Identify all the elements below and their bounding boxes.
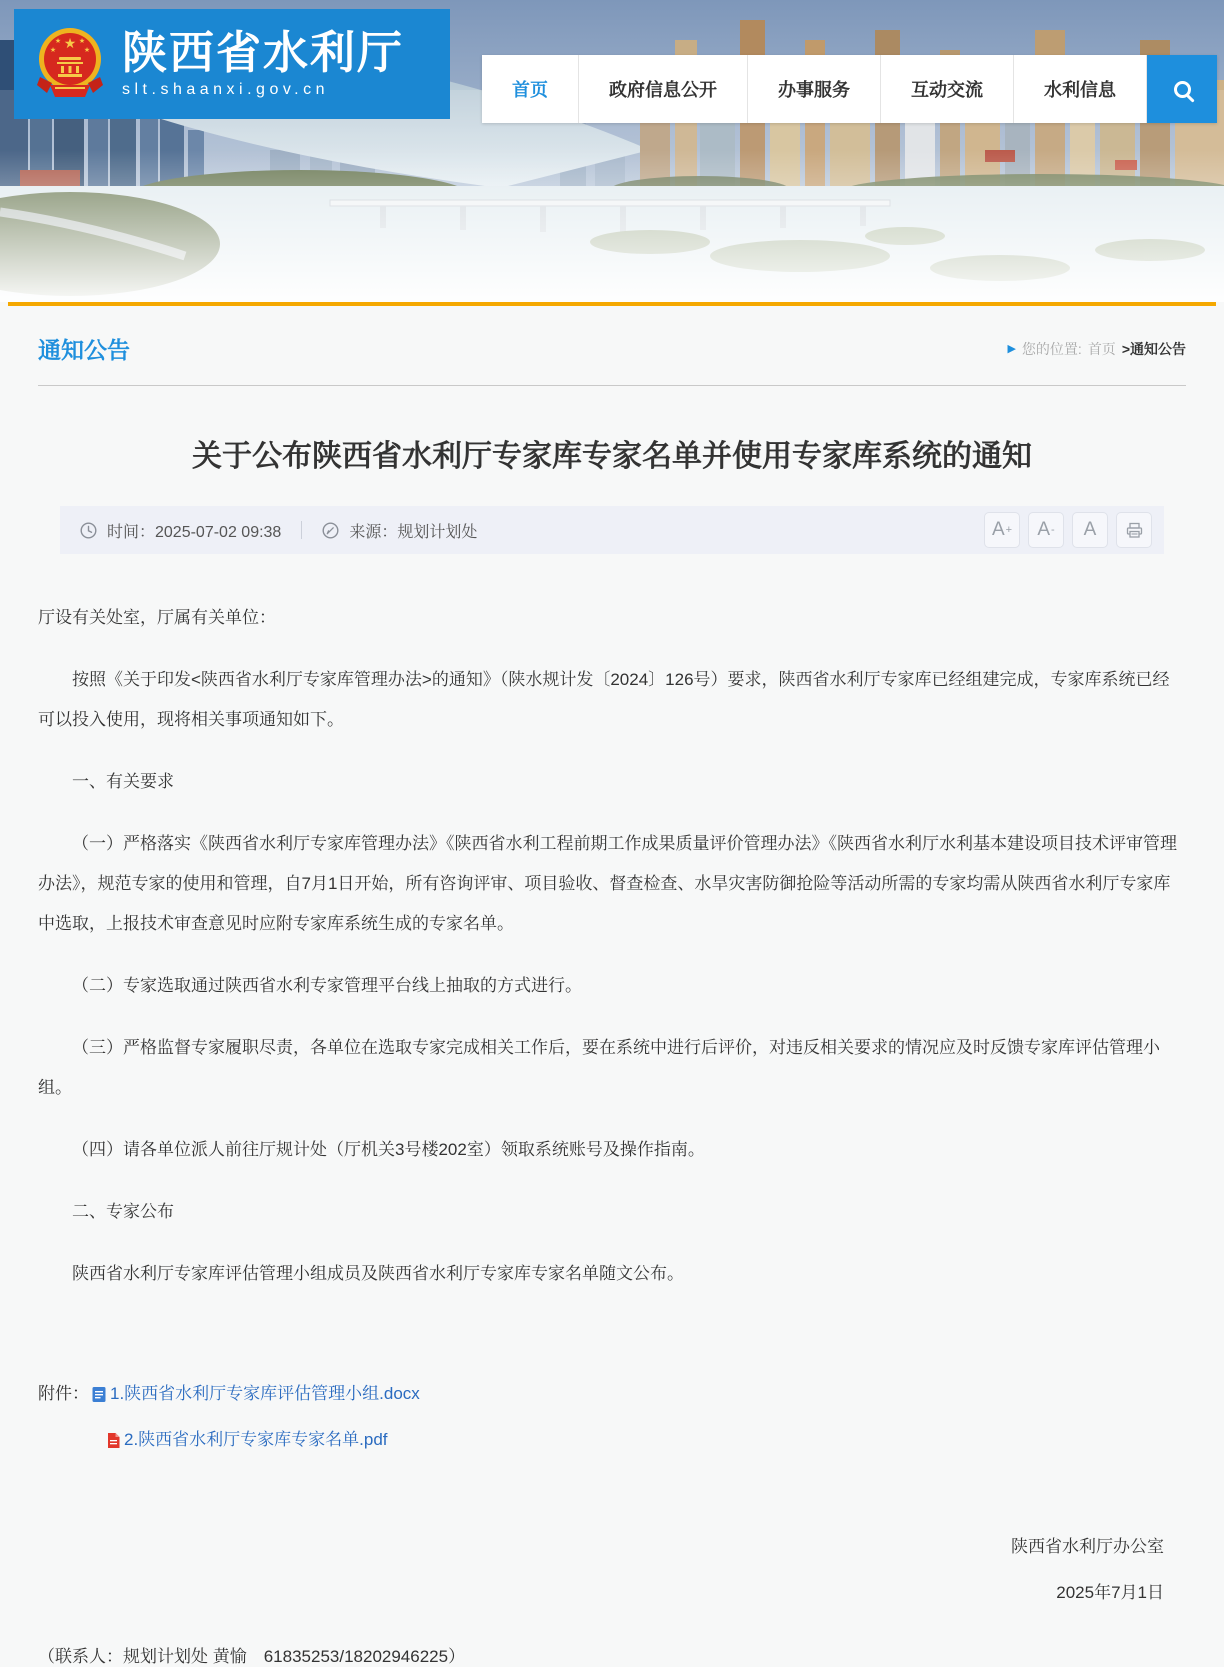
page-content-area (0, 302, 1224, 1667)
main-nav (482, 55, 1217, 123)
breadcrumb-current: >通知公告 (1121, 340, 1186, 357)
nav-item-gov-info[interactable]: 政府信息公开 (579, 55, 748, 123)
section-header (0, 306, 1224, 386)
contact-line: （联系人：规划计划处 黄愉 61835253/18202946225） (38, 1647, 466, 1666)
signature-block (0, 1524, 1164, 1616)
article-title: 关于公布陕西省水利厅专家库专家名单并使用专家库系统的通知 (192, 440, 1032, 473)
site-logo[interactable] (14, 9, 450, 119)
section-title: 通知公告 (38, 337, 130, 363)
word-file-icon (91, 1386, 107, 1403)
site-name: 陕西省水利厅 (122, 26, 405, 78)
attachment-link-docx[interactable]: 1.陕西省水利厅专家库评估管理小组.docx (110, 1384, 420, 1403)
search-button[interactable] (1147, 55, 1217, 123)
nav-item-home[interactable]: 首页 (482, 55, 579, 123)
font-increase-button[interactable]: A + (984, 512, 1020, 548)
article-tools (984, 512, 1152, 548)
svg-text:★: ★ (54, 38, 62, 45)
print-button[interactable] (1116, 512, 1152, 548)
svg-text:★: ★ (63, 35, 77, 51)
article-paragraph: 陕西省水利厅专家库评估管理小组成员及陕西省水利厅专家库专家名单随文公布。 (72, 1264, 684, 1283)
publish-source: 来源：规划计划处 (349, 523, 478, 541)
svg-text:★: ★ (78, 38, 86, 45)
breadcrumb-home-link[interactable]: 首页 (1087, 340, 1116, 357)
attachments-label: 附件： (38, 1384, 89, 1403)
national-emblem-icon (30, 21, 110, 107)
site-banner (0, 0, 1224, 302)
svg-text:★: ★ (83, 47, 91, 54)
article-paragraph: （一）严格落实《陕西省水利厅专家库管理办法》《陕西省水利工程前期工作成果质量评价管理办法》《陕西省水利厅水利基本建设项目技术评审管理办法》，规范专家的使用和管理，自7月1日开始，所有咨询评审、项目验收、督查检查、水旱灾害防御抢险等活动所需的专家均需从陕西省水利厅专家库中选取，上报技术审查意见时应附专家库系统生成的专家名单。 (38, 834, 1177, 933)
article-paragraph: 一、有关要求 (72, 772, 174, 791)
logo-text (122, 26, 405, 99)
font-reset-button[interactable]: A (1072, 512, 1108, 548)
publish-time: 时间：2025-07-02 09:38 (107, 523, 282, 541)
article-paragraph: 二、专家公布 (72, 1202, 174, 1221)
breadcrumb (1007, 339, 1186, 359)
article-meta-bar (60, 506, 1164, 554)
article-paragraph: 厅设有关处室，厅属有关单位： (38, 608, 276, 627)
article-paragraph: （四）请各单位派人前往厅规计处（厅机关3号楼202室）领取系统账号及操作指南。 (72, 1140, 705, 1159)
font-decrease-button[interactable]: A - (1028, 512, 1064, 548)
attachment-row (38, 1382, 1186, 1406)
breadcrumb-arrow-icon: ▶ (1007, 343, 1016, 355)
article-meta (80, 519, 477, 542)
pdf-file-icon (106, 1432, 121, 1449)
attachments (0, 1316, 1224, 1452)
article-body (0, 554, 1224, 1294)
site-url: slt.shaanxi.gov.cn (122, 81, 329, 99)
printer-icon (1125, 521, 1144, 540)
breadcrumb-prefix: 您的位置: (1021, 340, 1082, 357)
article (0, 436, 1224, 1667)
signature-org: 陕西省水利厅办公室 (1011, 1537, 1164, 1556)
article-paragraph: 按照《关于印发<陕西省水利厅专家库管理办法>的通知》（陕水规计发〔2024〕126号）要求，陕西省水利厅专家库已经组建完成，专家库系统已经可以投入使用，现将相关事项通知如下。 (38, 670, 1170, 729)
meta-divider (301, 521, 302, 539)
search-icon (1174, 81, 1191, 98)
attachment-row (104, 1428, 1186, 1452)
nav-item-services[interactable]: 办事服务 (748, 55, 881, 123)
clock-icon (80, 522, 97, 539)
article-paragraph: （二）专家选取通过陕西省水利专家管理平台线上抽取的方式进行。 (72, 976, 582, 995)
svg-text:★: ★ (49, 47, 57, 54)
article-paragraph: （三）严格监督专家履职尽责，各单位在选取专家完成相关工作后，要在系统中进行后评价，对违反相关要求的情况应及时反馈专家库评估管理小组。 (38, 1038, 1160, 1097)
source-pen-icon (322, 522, 339, 539)
section-divider (38, 385, 1186, 386)
signature-date: 2025年7月1日 (1056, 1583, 1164, 1602)
nav-item-water-info[interactable]: 水利信息 (1014, 55, 1147, 123)
attachment-link-pdf[interactable]: 2.陕西省水利厅专家库专家名单.pdf (124, 1430, 388, 1449)
nav-item-interaction[interactable]: 互动交流 (881, 55, 1014, 123)
